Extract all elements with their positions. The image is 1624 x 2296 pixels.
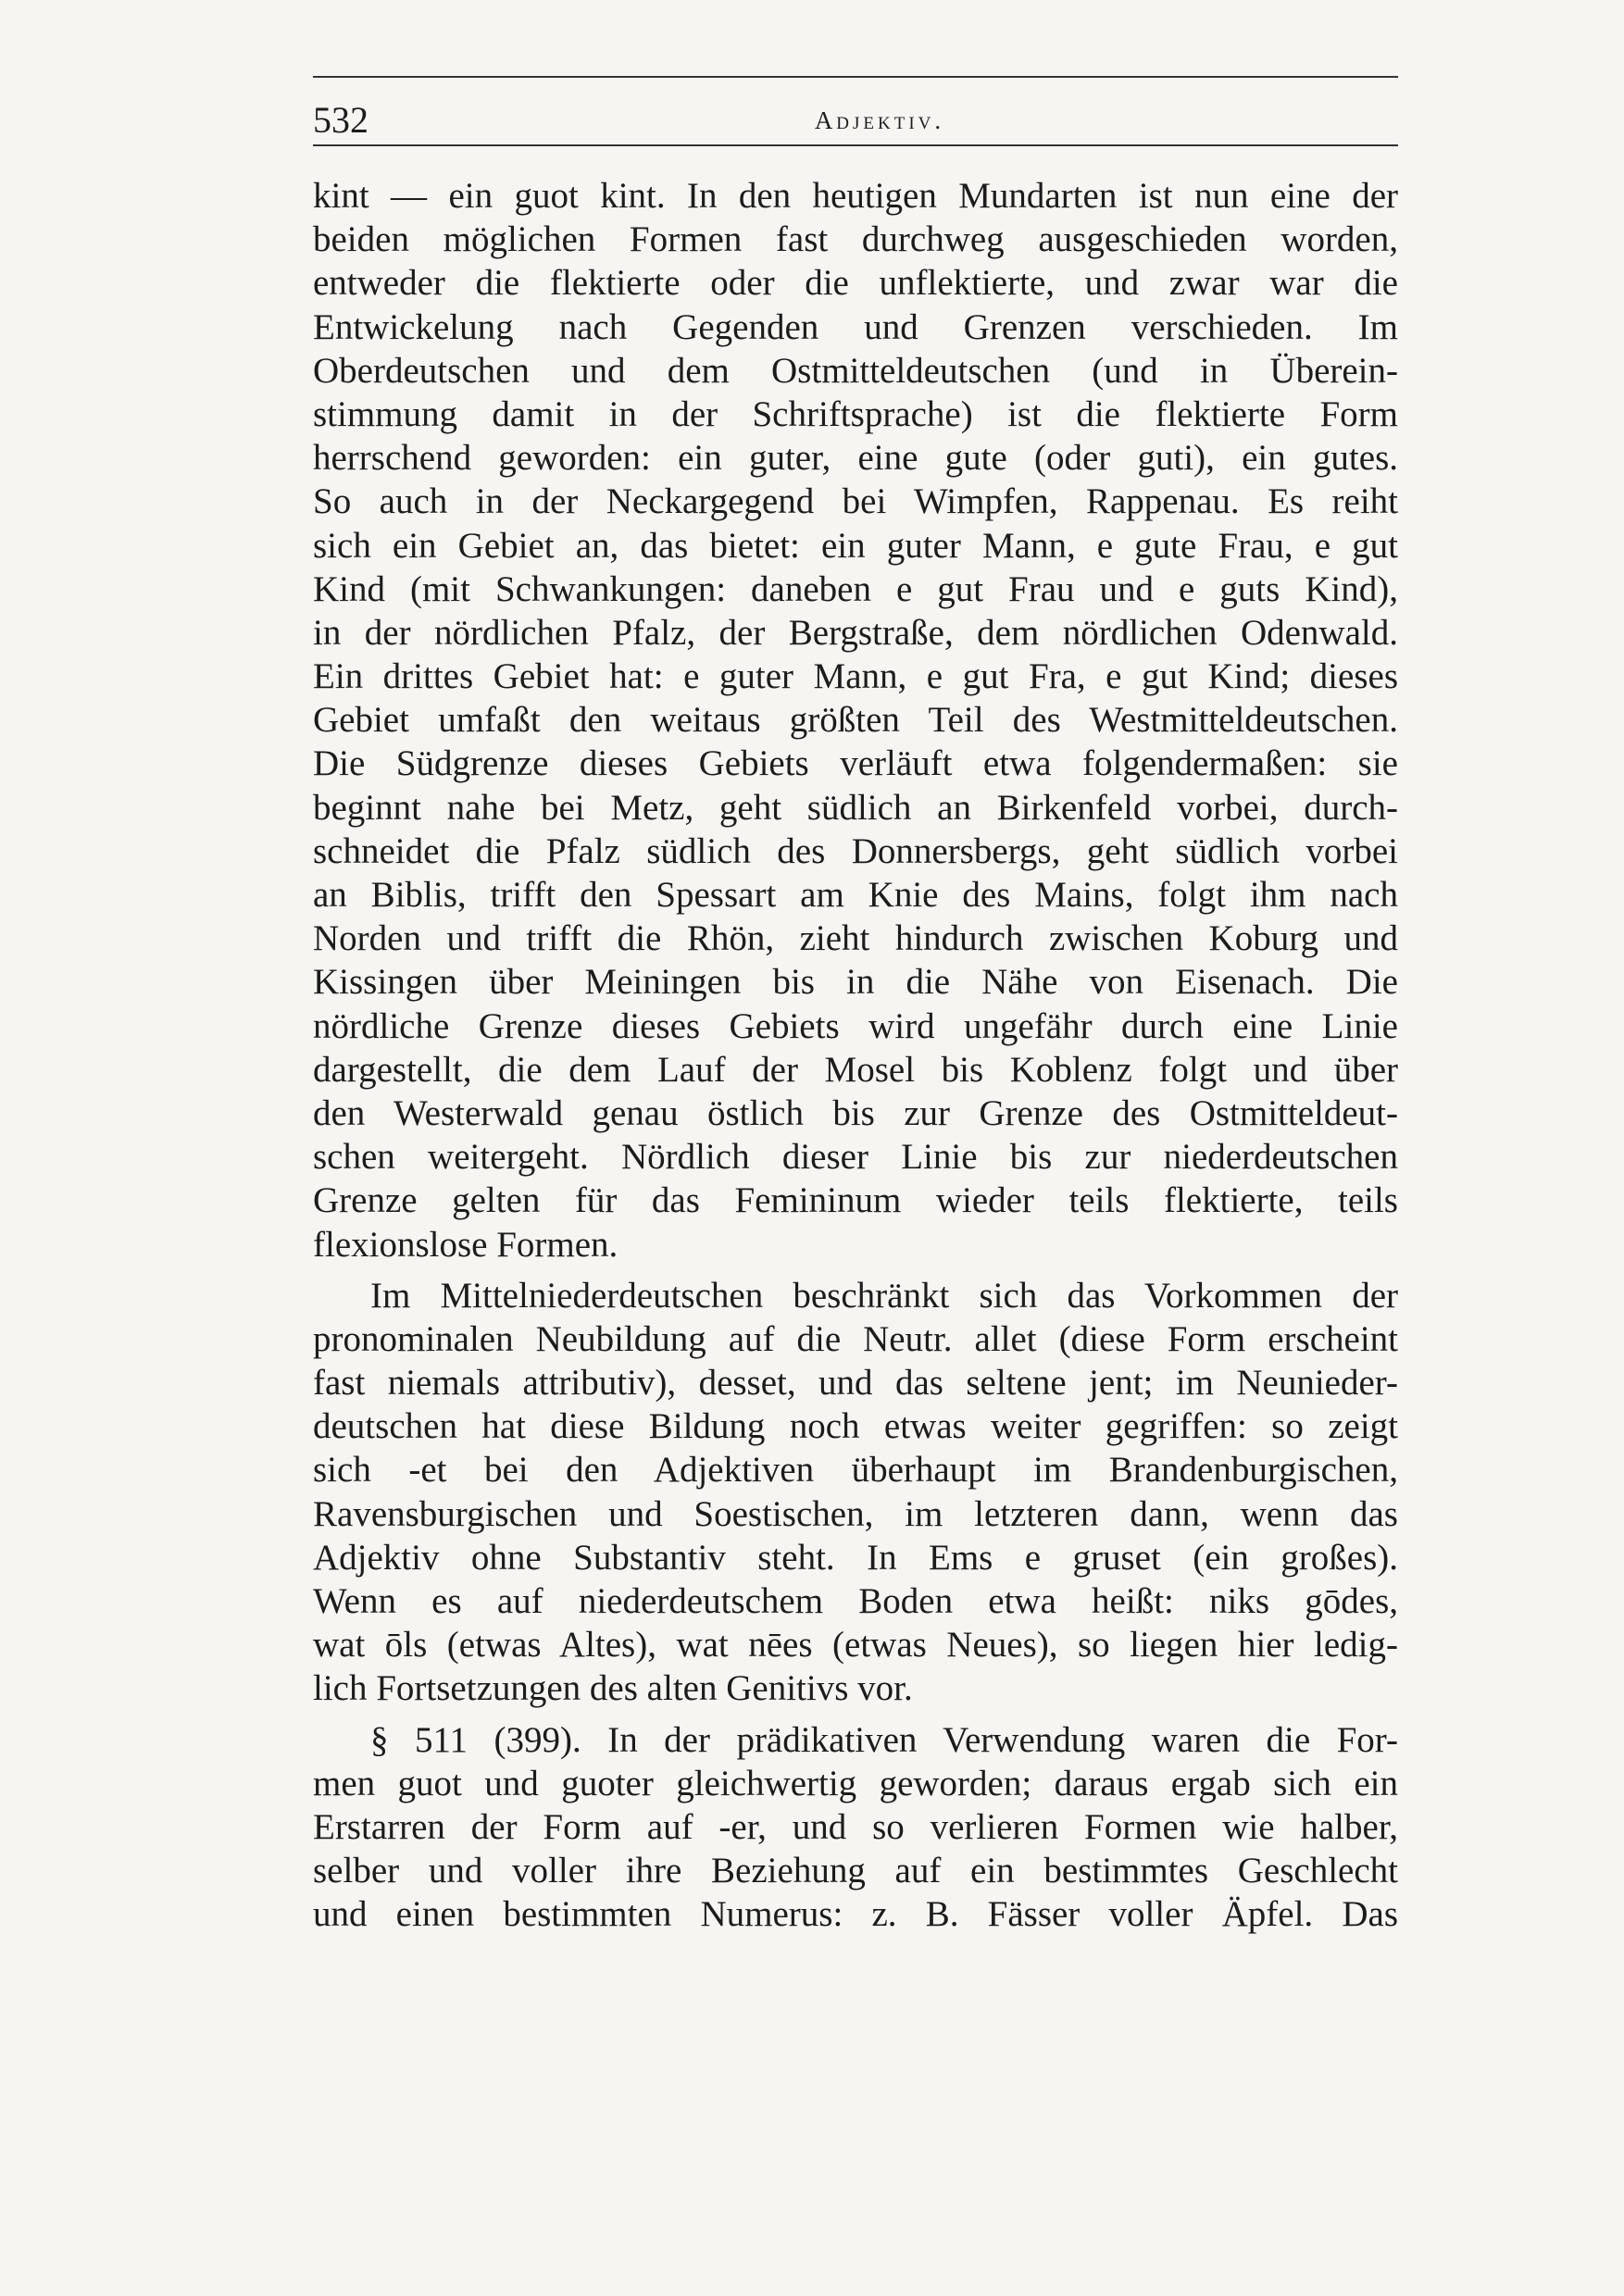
text-line: herrschend geworden: ein guter, eine gute (oder guti), ein gutes. [313,438,1398,479]
text-line: beiden möglichen Formen fast durchweg ausgeschieden worden, [313,219,1398,260]
text-line: beginnt nahe bei Metz, geht südlich an Birkenfeld vorbei, durch- [313,787,1398,828]
text-line: an Biblis, trifft den Spessart am Knie des Mains, folgt ihm nach [313,875,1398,915]
text-line: pronominalen Neubildung auf die Neutr. allet (diese Form erscheint [313,1318,1398,1359]
section-first-line: § 511 (399). In der prädikativen Verwendung waren die For- [370,1719,1398,1760]
text-line: fast niemals attributiv), desset, und das seltene jent; im Neunieder- [313,1363,1398,1404]
text-line: flexionslose Formen. [313,1224,618,1265]
text-line: Norden und trifft die Rhön, zieht hindurch zwischen Koburg und [313,918,1398,959]
text-line: schen weitergeht. Nördlich dieser Linie bis zur niederdeutschen [313,1137,1398,1178]
header-rule-top [313,76,1398,78]
text-line: Oberdeutschen und dem Ostmitteldeutschen (und in Überein- [313,350,1398,391]
paragraph-first-line: Im Mittelniederdeutschen beschränkt sich das Vorkommen der [370,1275,1398,1316]
text-line: sich ein Gebiet an, das bietet: ein guter Mann, e gute Frau, e gut [313,525,1398,566]
text-line: den Westerwald genau östlich bis zur Grenze des Ostmitteldeut- [313,1092,1398,1133]
text-line: entweder die flektierte oder die unflektierte, und zwar war die [313,263,1398,304]
text-line: Adjektiv ohne Substantiv steht. In Ems e gruset (ein großes). [313,1537,1398,1578]
text-line: sich -et bei den Adjektiven überhaupt im Brandenburgischen, [313,1450,1398,1491]
text-line: selber und voller ihre Beziehung auf ein bestimmtes Geschlecht [313,1851,1398,1891]
text-line: in der nördlichen Pfalz, der Bergstraße, dem nördlichen Odenwald. [313,612,1398,653]
text-line: kint — ein guot kint. In den heutigen Mundarten ist nun eine der [313,176,1398,216]
text-line: dargestellt, die dem Lauf der Mosel bis Koblenz folgt und über [313,1049,1398,1090]
header-rule-bottom [313,144,1398,146]
text-line: Entwickelung nach Gegenden und Grenzen verschieden. Im [313,306,1398,347]
body-text [313,174,1398,1937]
text-line: schneidet die Pfalz südlich des Donnersbergs, geht südlich vorbei [313,830,1398,871]
text-line: Erstarren der Form auf -er, und so verlieren Formen wie halber, [313,1806,1398,1847]
text-line: Die Südgrenze dieses Gebiets verläuft etwa folgendermaßen: sie [313,743,1398,784]
text-line: stimmung damit in der Schriftsprache) ist die flektierte Form [313,393,1398,434]
text-line: Grenze gelten für das Femininum wieder teils flektierte, teils [313,1180,1398,1221]
text-line: nördliche Grenze dieses Gebiets wird ungefähr durch eine Linie [313,1005,1398,1046]
text-line: So auch in der Neckargegend bei Wimpfen, Rappenau. Es reiht [313,481,1398,522]
page-number: 532 [313,99,369,141]
text-line: Ravensburgischen und Soestischen, im letzteren dann, wenn das [313,1493,1398,1534]
text-line: Ein drittes Gebiet hat: e guter Mann, e gut Fra, e gut Kind; dieses [313,656,1398,697]
text-line: und einen bestimmten Numerus: z. B. Fässer voller Äpfel. Das [313,1894,1398,1935]
text-line: wat ōls (etwas Altes), wat nēes (etwas Neues), so liegen hier ledig- [313,1625,1398,1666]
text-line: men guot und guoter gleichwertig geworden; daraus ergab sich ein [313,1763,1398,1803]
text-line: Kind (mit Schwankungen: daneben e gut Frau und e guts Kind), [313,568,1398,609]
running-head: Adjektiv. [814,106,945,134]
text-line: deutschen hat diese Bildung noch etwas weiter gegriffen: so zeigt [313,1406,1398,1447]
text-line: Wenn es auf niederdeutschem Boden etwa heißt: niks gōdes, [313,1581,1398,1621]
text-line: Kissingen über Meiningen bis in die Nähe von Eisenach. Die [313,962,1398,1003]
text-line: Gebiet umfaßt den weitaus größten Teil des Westmitteldeutschen. [313,700,1398,741]
text-line: lich Fortsetzungen des alten Genitivs vor. [313,1668,913,1709]
